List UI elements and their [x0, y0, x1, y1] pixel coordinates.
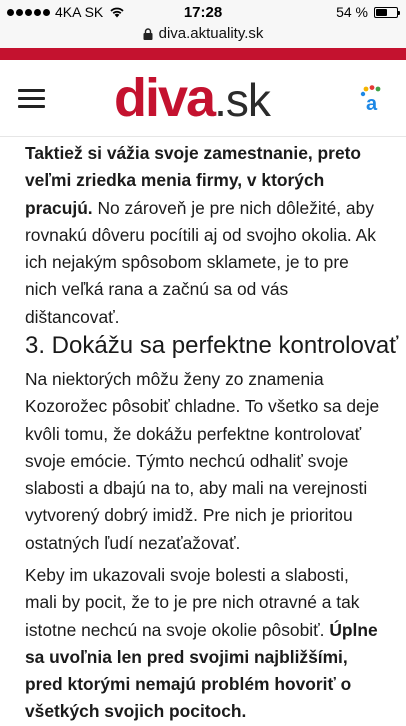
brand-stripe — [0, 48, 406, 60]
article-paragraph-1 — [25, 140, 385, 331]
site-header — [0, 60, 406, 137]
site-logo[interactable] — [114, 68, 270, 128]
url-text: diva.aktuality.sk — [158, 25, 264, 42]
lock-icon — [143, 28, 153, 40]
status-bar — [0, 0, 406, 24]
carrier-name: 4KA SK — [55, 4, 104, 20]
paragraph-3-text: Keby im ukazovali svoje bolesti a slabosti, mali by pocit, že to je pre nich otravné a tak istotne nechcú na svoje okolie pôsobiť. — [25, 565, 360, 640]
battery-percentage: 54 % — [336, 4, 368, 20]
article-paragraph-2: Na niektorých môžu ženy zo znamenia Kozorožec pôsobiť chladne. To všetko sa deje kvôli tomu, že dokážu perfektne kontrolovať svoje emócie. Týmto nechcú odhaliť svoje slabosti a dbajú na to, aby mali na verejnosti vytvorený dobrý imidž. Pre nich je prioritou ostatných ľudí nezaťažovať. — [25, 369, 380, 553]
address-bar[interactable] — [0, 24, 406, 48]
menu-icon — [18, 89, 45, 92]
paragraph-1-text: No zároveň je pre nich dôležité, aby rovnakú dôveru pocítili aj od svojho okolia. Ak ich nejakým spôsobom sklamete, je to pre nich veľká rana a začnú sa od vás dištancovať. — [25, 197, 376, 327]
menu-button[interactable] — [18, 89, 45, 109]
battery-level-fill — [376, 9, 387, 16]
section-heading: 3. Dokážu sa perfektne kontrolovať — [25, 332, 399, 359]
status-time: 17:28 — [183, 4, 223, 21]
article-paragraph-3 — [25, 562, 385, 726]
logo-main-text: diva — [114, 68, 215, 128]
logo-tld-text: .sk — [214, 74, 270, 126]
paragraph-3-bold: Úplne sa uvoľnia len pred svojimi najbližšími, pred ktorými nemajú problém hovoriť o všetkých svojich pocitoch. — [25, 619, 378, 722]
aktuality-app-icon[interactable] — [360, 85, 386, 111]
paragraph-1-bold: Taktiež si vážia svoje zamestnanie, preto veľmi zriedka menia firmy, v ktorých pracujú. — [25, 143, 362, 218]
svg-text:a: a — [366, 93, 378, 111]
battery-icon — [374, 7, 398, 18]
status-right — [336, 4, 398, 20]
